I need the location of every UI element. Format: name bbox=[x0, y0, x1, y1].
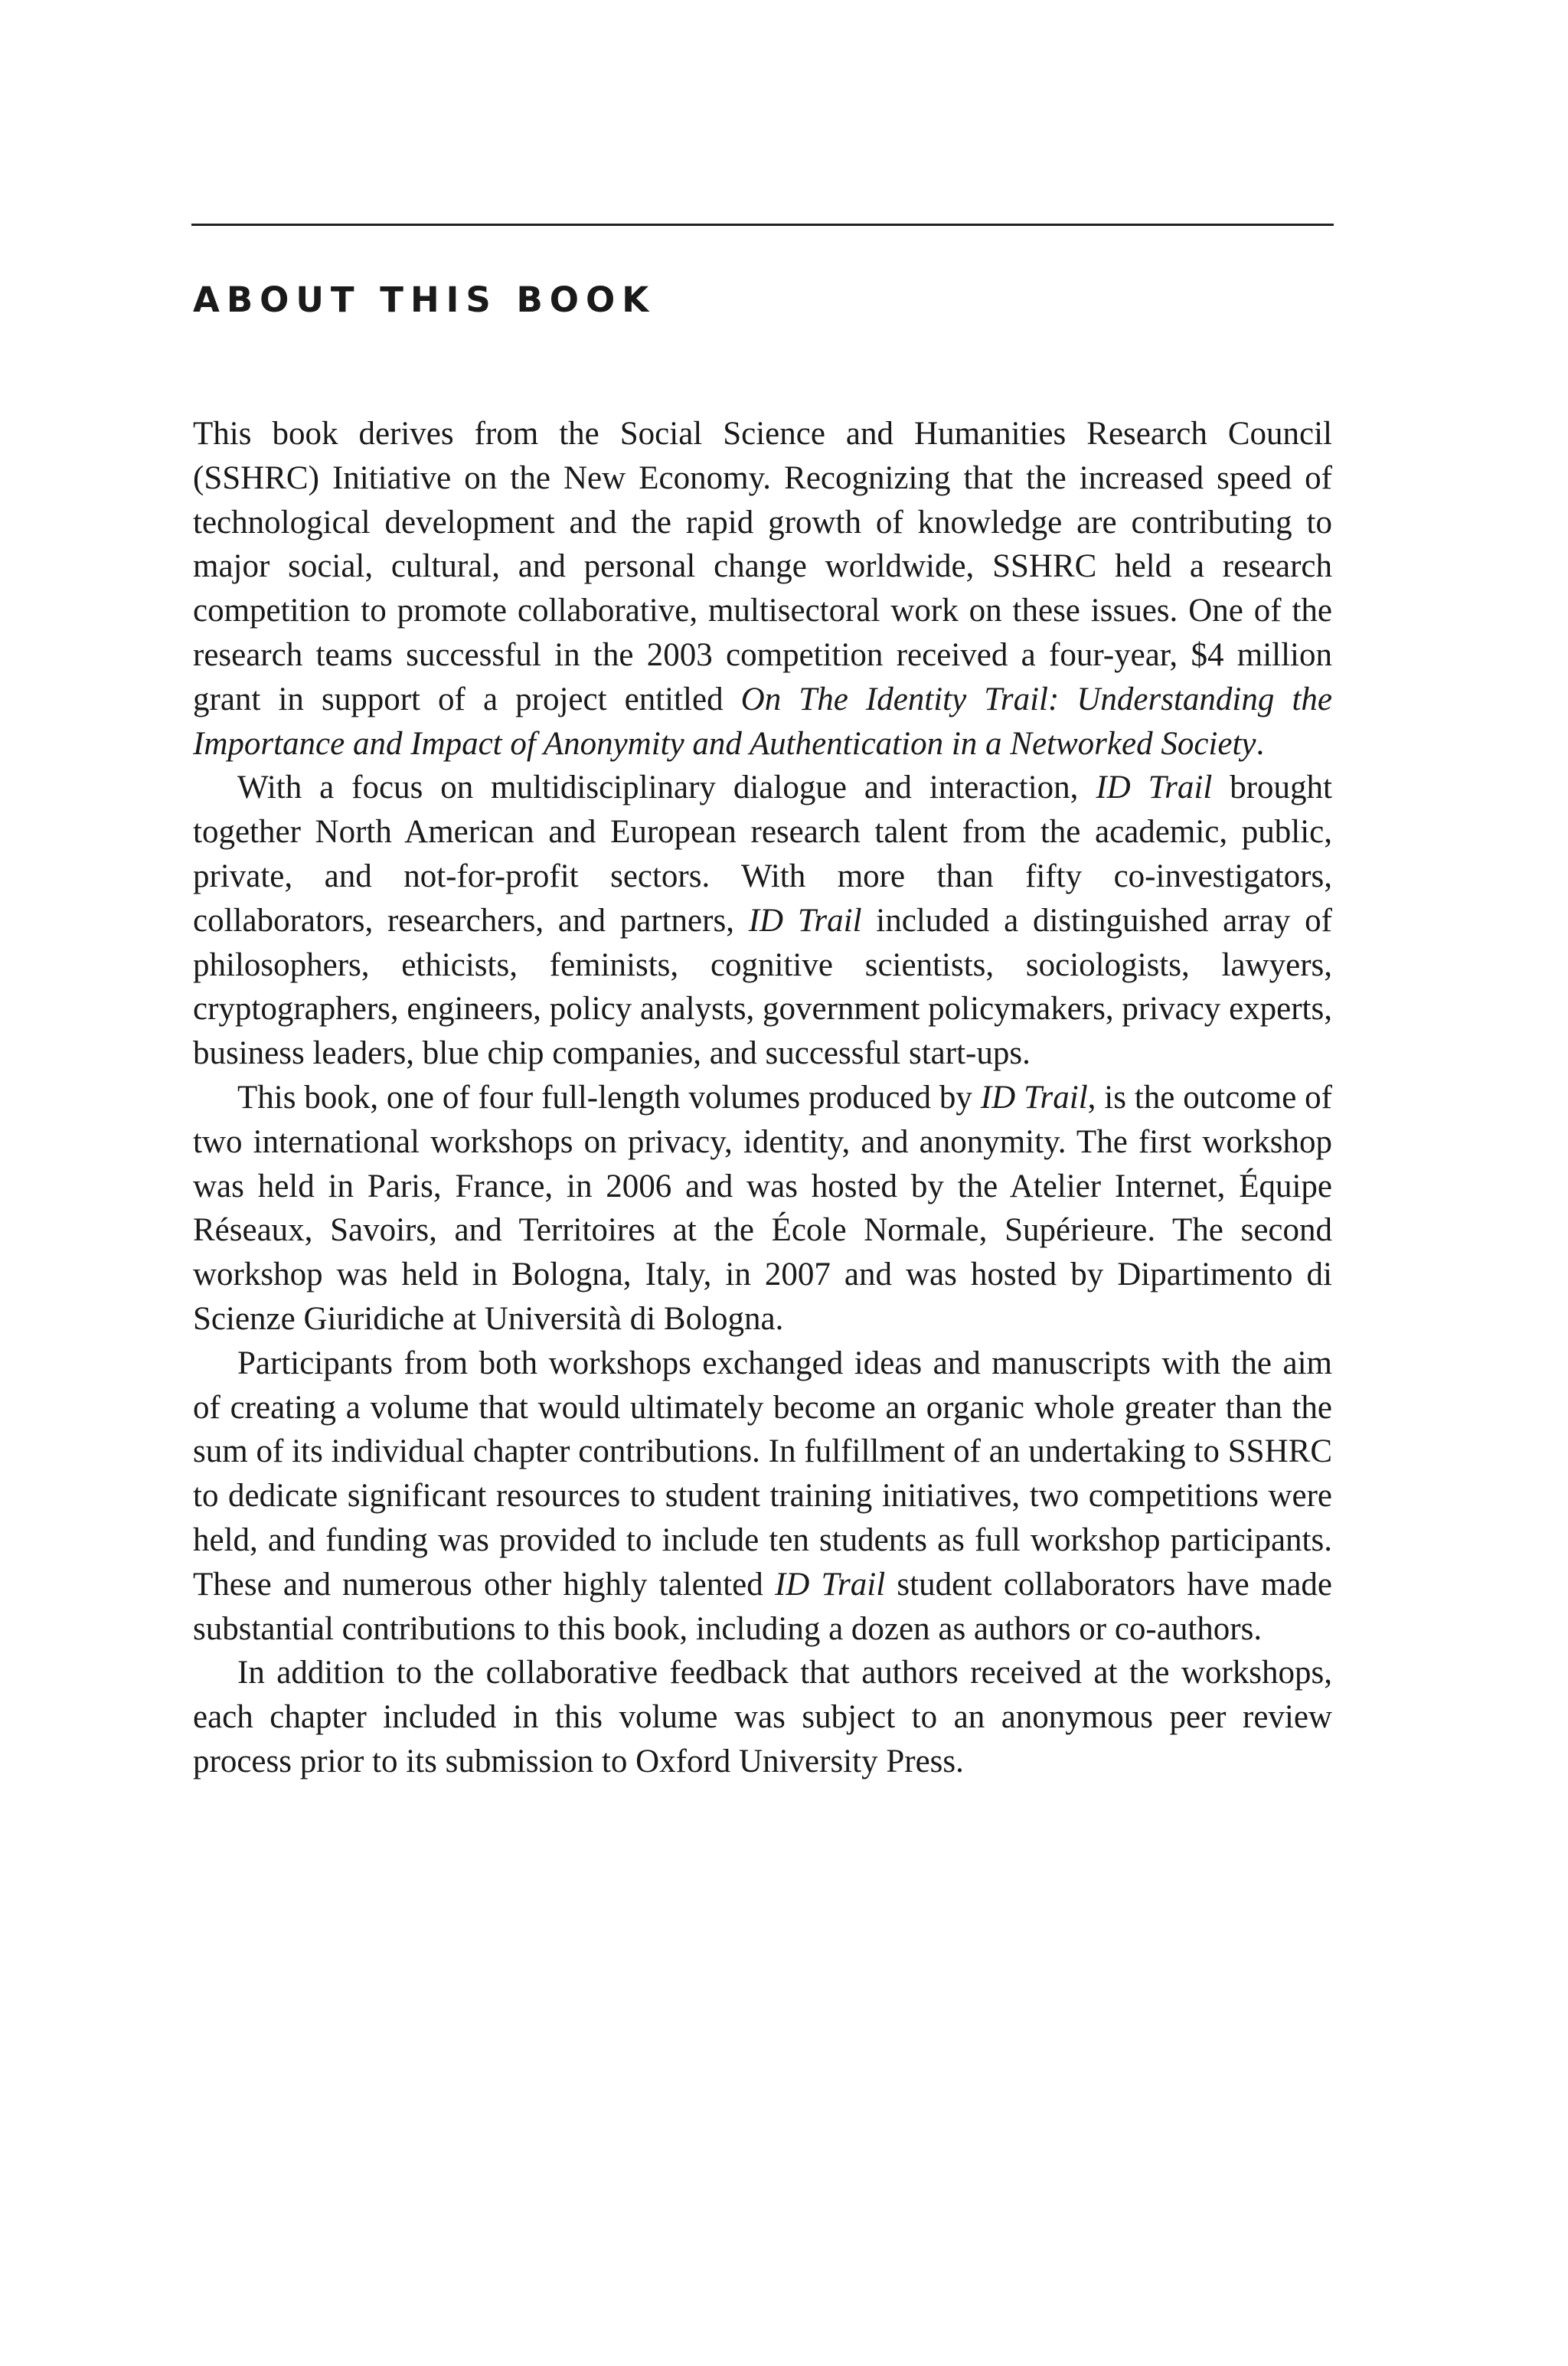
top-rule bbox=[191, 224, 1334, 226]
page-heading: ABOUT THIS BOOK bbox=[193, 279, 656, 320]
paragraph-5 bbox=[193, 1651, 1332, 1783]
paragraph-1 bbox=[193, 412, 1332, 766]
id-trail-italic: ID Trail bbox=[980, 1079, 1088, 1116]
body-text bbox=[193, 412, 1332, 1784]
id-trail-italic: ID Trail bbox=[774, 1566, 886, 1603]
paragraph-2-text-a: With a focus on multidisciplinary dialogue and interaction, bbox=[237, 770, 1096, 806]
paragraph-5-text: In addition to the collaborative feedback that authors received at the workshops, each chapter included in this volume was subject to an anonymous peer review process prior to its submission to Oxford University Press. bbox=[193, 1655, 1332, 1779]
paragraph-1-text: This book derives from the Social Science and Humanities Research Council (SSHRC) Initiative on the New Economy. Recognizing that the increased speed of technological development and the rapid growth of knowledge are contributing to major social, cultural, and personal change worldwide, SSHRC held a research competition to promote collaborative, multisectoral work on these issues. One of the research teams successful in the 2003 competition received a four-year, $4 million grant in support of a project entitled bbox=[193, 416, 1332, 717]
paragraph-4 bbox=[193, 1341, 1332, 1652]
paragraph-2 bbox=[193, 766, 1332, 1076]
paragraph-2-text-b: brought together North American and European research talent from the academic, public, private, and not-for-profit sectors. With more than fifty co-investigators, collaborators, researchers, and partners, bbox=[193, 770, 1332, 939]
paragraph-3-text-b: , is the outcome of two international workshops on privacy, identity, and anonymity. The first workshop was held in Paris, France, in 2006 and was hosted by the Atelier Internet, Équipe Réseaux, Savoirs, and Territoires at the École Normale, Supérieure. The second workshop was held in Bologna, Italy, in 2007 and was hosted by Dipartimento di Scienze Giuridiche at Università di Bologna. bbox=[193, 1079, 1332, 1337]
paragraph-3 bbox=[193, 1076, 1332, 1341]
project-title: On The Identity Trail: Understanding the Importance and Impact of Anonymity and Authentication in a Networked Society bbox=[193, 681, 1332, 762]
paragraph-1-end: . bbox=[1256, 725, 1265, 762]
paragraph-4-text-b: student collaborators have made substantial contributions to this book, including a dozen as authors or co-authors. bbox=[193, 1566, 1332, 1647]
paragraph-2-text-c: included a distinguished array of philosophers, ethicists, feminists, cognitive scientists, sociologists, lawyers, cryptographers, engineers, policy analysts, government policymakers, privacy experts, business leaders, blue chip companies, and successful start-ups. bbox=[193, 902, 1332, 1072]
paragraph-4-text-a: Participants from both workshops exchanged ideas and manuscripts with the aim of creating a volume that would ultimately become an organic whole greater than the sum of its individual chapter contributions. In fulfillment of an undertaking to SSHRC to dedicate significant resources to student training initiatives, two competitions were held, and funding was provided to include ten students as full workshop participants. These and numerous other highly talented bbox=[193, 1345, 1332, 1603]
id-trail-italic: ID Trail bbox=[748, 902, 862, 939]
id-trail-italic: ID Trail bbox=[1096, 770, 1213, 806]
paragraph-3-text-a: This book, one of four full-length volumes produced by bbox=[237, 1079, 981, 1116]
